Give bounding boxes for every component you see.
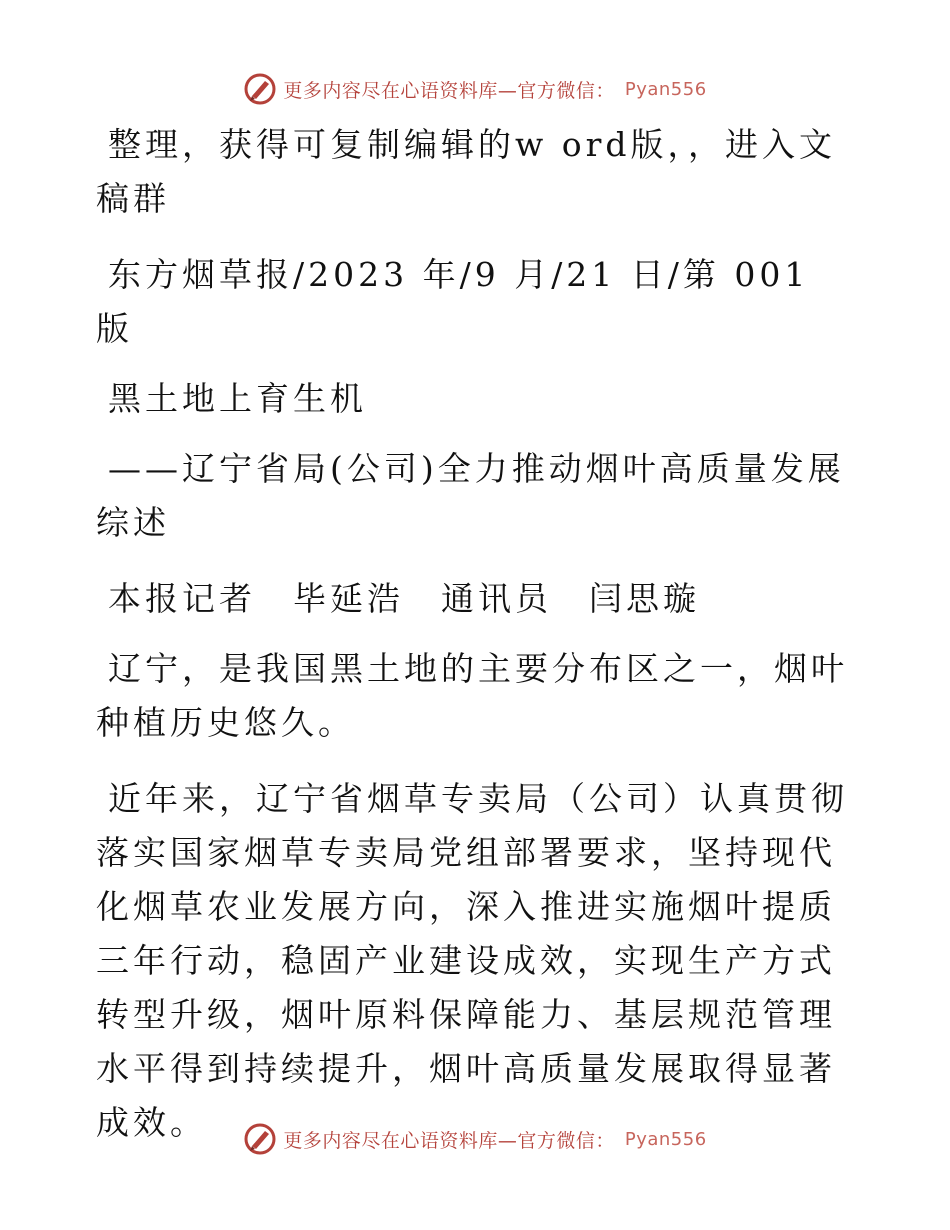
header-watermark	[0, 72, 950, 106]
watermark-text: 更多内容尽在心语资料库—官方微信：	[283, 1129, 615, 1152]
watermark-text: 更多内容尽在心语资料库—官方微信：	[283, 79, 615, 102]
document-body	[96, 118, 856, 1172]
source-line: 东方烟草报/2023 年/9 月/21 日/第 001 版	[96, 255, 810, 348]
article-subtitle: ——辽宁省局(公司)全力推动烟叶高质量发展综述	[96, 449, 845, 542]
quill-pen-icon	[243, 72, 277, 106]
intro-note: 整理，获得可复制编辑的w ord版，，进入文稿群	[96, 125, 837, 218]
quill-pen-icon	[243, 1122, 277, 1156]
watermark-contact: Pyan556	[624, 1128, 707, 1150]
body-paragraph: 近年来，辽宁省烟草专卖局（公司）认真贯彻落实国家烟草专卖局党组部署要求，坚持现代化烟草农业发展方向，深入推进实施烟叶提质三年行动，稳固产业建设成效，实现生产方式转型升级，烟叶原料保障能力、基层规范管理水平得到持续提升，烟叶高质量发展取得显著成效。	[96, 779, 848, 1142]
watermark-contact: Pyan556	[624, 78, 707, 100]
footer-watermark	[0, 1122, 950, 1156]
byline: 本报记者 毕延浩 通讯员 闫思璇	[108, 579, 700, 618]
body-paragraph: 辽宁，是我国黑土地的主要分布区之一，烟叶种植历史悠久。	[96, 649, 848, 742]
article-title: 黑土地上育生机	[108, 379, 367, 418]
